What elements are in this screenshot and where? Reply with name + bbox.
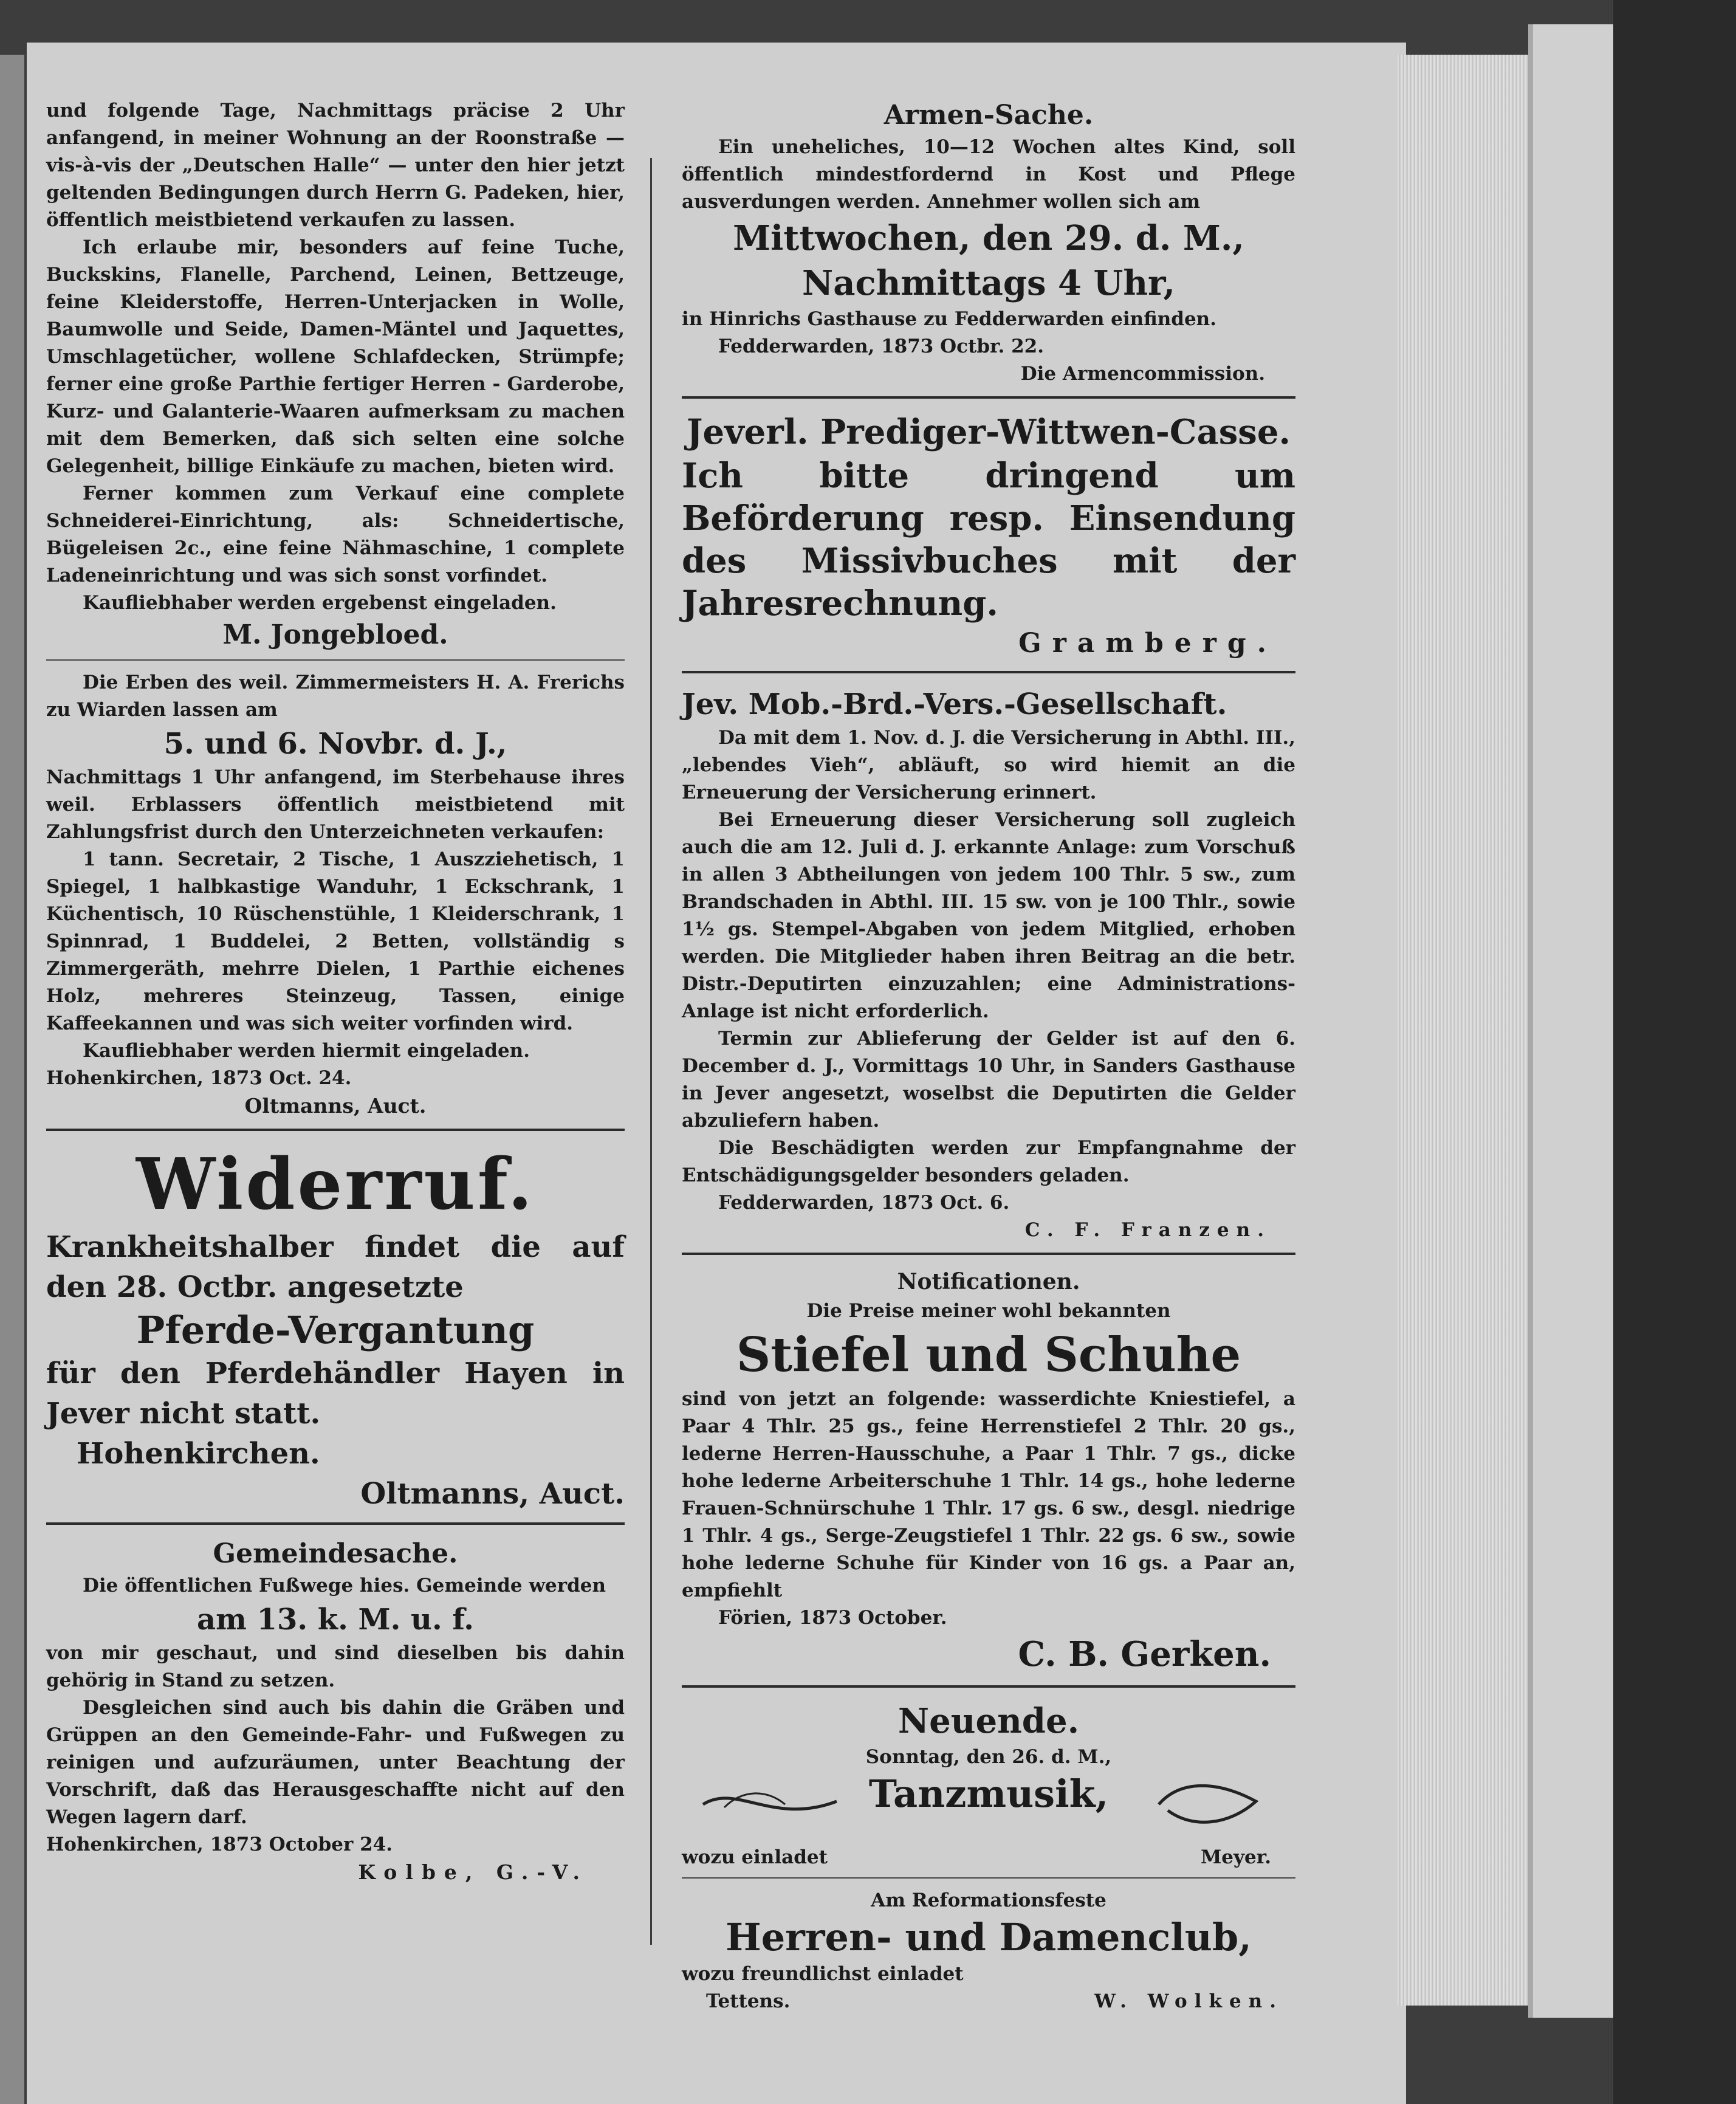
flourish-right-ornament <box>1156 1777 1259 1832</box>
ad-text: Bei Erneuerung dieser Versicherung soll zugleich auch die am 12. Juli d. J. erkannte Anlage: zum Vorschuß in allen 3 Abtheilungen von jedem 100 Thlr. 5 sw., zum Brandschaden in Abthl. III. 15 sw. von je 100 Thlr., sowie 1½ gs. Stempel-Abgaben von jedem Mitglied, erhoben werden. Die Mitglieder haben ihren Beitrag an die betr. Distr.-Deputirten einzuzahlen; eine Administrations-Anlage ist nicht erforderlich. <box>682 809 1295 1022</box>
ad-section-title: Notificationen. <box>897 1269 1080 1294</box>
ad-armen-sache <box>682 97 1295 388</box>
ad-date-heading: 5. und 6. Novbr. d. J., <box>163 727 507 761</box>
club-footer <box>682 1988 1295 2015</box>
ad-text: in Hinrichs Gasthause zu Fedderwarden einfinden. <box>682 308 1217 330</box>
ad-separator <box>682 1253 1295 1255</box>
ad-headline: Herren- und Damenclub, <box>726 1915 1252 1959</box>
ad-text: Die Preise meiner wohl bekannten <box>806 1300 1171 1322</box>
ad-stiefel-schuhe <box>682 1266 1295 1677</box>
ad-separator <box>46 659 625 661</box>
ad-signature: Die Armencommission. <box>1020 363 1265 385</box>
ad-text: wozu einladet <box>682 1846 828 1868</box>
ad-separator <box>682 1877 1295 1879</box>
tanzmusik-footer <box>682 1844 1295 1871</box>
ad-text: Kaufliebhaber werden hiermit eingeladen. <box>83 1040 530 1062</box>
ad-text: Krankheitshalber findet die auf den 28. Octbr. angesetzte <box>46 1230 625 1304</box>
ad-text: Termin zur Ablieferung der Gelder ist auf den 6. December d. J., Vormittags 10 Uhr, in Sanders Gasthause in Jever angesetzt, woselbst die Deputirten die Gelder abzuliefern haben. <box>682 1028 1295 1132</box>
left-column <box>46 97 625 1886</box>
ad-headline: Gemeindesache. <box>213 1538 458 1569</box>
ad-date-heading: am 13. k. M. u. f. <box>196 1603 475 1637</box>
ad-text: für den Pferdehändler Hayen in Jever nicht statt. <box>46 1356 625 1431</box>
ad-headline: Jev. Mob.-Brd.-Vers.-Gesellschaft. <box>682 687 1227 721</box>
ad-headline: Stiefel und Schuhe <box>736 1327 1241 1383</box>
ad-place-date: Hohenkirchen, 1873 Oct. 24. <box>46 1067 352 1089</box>
ad-time-heading: Nachmittags 4 Uhr, <box>802 263 1175 303</box>
tanzmusik-line <box>682 1771 1295 1844</box>
ad-separator <box>682 671 1295 673</box>
ad-text: Nachmittags 1 Uhr anfangend, im Sterbehause ihres weil. Erblassers öffentlich meistbietend mit Zahlungsfrist durch den Unterzeichneten verkaufen: <box>46 766 625 843</box>
ad-text: Sonntag, den 26. d. M., <box>865 1746 1112 1768</box>
right-column <box>682 97 1295 2015</box>
ad-place: Tettens. <box>706 1990 791 2012</box>
ad-text: Am Reformationsfeste <box>871 1889 1106 1911</box>
ad-headline: Pferde-Vergantung <box>136 1308 535 1352</box>
ad-text: Ich bitte dringend um Beförderung resp. Einsendung des Missivbuches mit der Jahresrechnung. <box>682 456 1295 624</box>
ad-item-list: 1 tann. Secretair, 2 Tische, 1 Auszziehetisch, 1 Spiegel, 1 halbkastige Wanduhr, 1 Eckschrank, 1 Küchentisch, 10 Rüschenstühle, 1 Kleiderschrank, 1 Spinnrad, 1 Buddelei, 2 Betten, vollständig s Zimmergeräth, mehrre Dielen, 1 Parthie eichenes Holz, mehreres Steinzeug, Tassen, einige Kaffeekannen und was sich weiter vorfinden wird. <box>46 848 625 1034</box>
ad-place-date: Hohenkirchen, 1873 October 24. <box>46 1834 393 1855</box>
ad-widerruf <box>46 1142 625 1514</box>
page-stack-edge <box>1398 55 1540 2006</box>
ad-headline: Tanzmusik, <box>868 1772 1109 1816</box>
ad-separator <box>46 1522 625 1525</box>
ad-signature: C. B. Gerken. <box>1018 1634 1271 1674</box>
flourish-left-ornament <box>700 1777 840 1832</box>
ad-text: Ein uneheliches, 10—12 Wochen altes Kind, soll öffentlich mindestfordernd in Kost und Pflege ausverdungen werden. Annehmer wollen sich am <box>682 136 1295 213</box>
ad-signature: W. Wolken. <box>1094 1990 1283 2012</box>
ad-text: Ferner kommen zum Verkauf eine complete Schneiderei-Einrichtung, als: Schneidertische, Bügeleisen 2c., eine feine Nähmaschine, 1 complete Ladeneinrichtung und was sich sonst vorfindet. <box>46 483 625 586</box>
ad-text: Die Erben des weil. Zimmermeisters H. A. Frerichs zu Wiarden lassen am <box>46 672 625 721</box>
ad-text: Die öffentlichen Fußwege hies. Gemeinde werden <box>83 1575 606 1597</box>
ad-headline: Armen-Sache. <box>883 100 1094 131</box>
ad-auction-jongebloed <box>46 97 625 653</box>
ad-text: sind von jetzt an folgende: wasserdichte Kniestiefel, a Paar 4 Thlr. 25 gs., feine Herrenstiefel 2 Thlr. 20 gs., lederne Herren-Hausschuhe, a Paar 1 Thlr. 7 gs., dicke hohe lederne Arbeiterschuhe 1 Thlr. 14 gs., hohe lederne Frauen-Schnürschuhe 1 Thlr. 17 gs. 6 sw., desgl. niedrige 1 Thlr. 4 gs., Serge-Zeugstiefel 1 Thlr. 22 gs. 6 sw., sowie hohe lederne Schuhe für Kinder von 16 gs. a Paar an, empfiehlt <box>682 1388 1295 1601</box>
ad-gemeindesache <box>46 1536 625 1886</box>
ad-tanzmusik <box>682 1699 1295 1871</box>
ad-text: von mir geschaut, und sind dieselben bis dahin gehörig in Stand zu setzen. <box>46 1642 625 1691</box>
ad-signature: C. F. Franzen. <box>1024 1219 1271 1241</box>
ad-place-date: Fedderwarden, 1873 Octbr. 22. <box>718 335 1045 357</box>
ad-place-date: Förien, 1873 October. <box>718 1607 947 1629</box>
ad-date-heading: Mittwochen, den 29. d. M., <box>733 218 1244 258</box>
ad-headline: Jeverl. Prediger-Wittwen-Casse. <box>687 412 1291 452</box>
ad-signature: Gramberg. <box>1018 628 1277 659</box>
column-divider <box>650 158 652 1945</box>
ad-text: Da mit dem 1. Nov. d. J. die Versicherung in Abthl. III., „lebendes Vieh“, abläuft, so wird hiemit an die Erneuerung der Versicherung erinnert. <box>682 727 1295 803</box>
ad-text: und folgende Tage, Nachmittags präcise 2 Uhr anfangend, in meiner Wohnung an der Roonstraße — vis-à-vis der „Deutschen Halle“ — unter den hier jetzt geltenden Bedingungen durch Herrn G. Padeken, hier, öffentlich meistbietend verkaufen zu lassen. <box>46 100 625 231</box>
ad-place-date: Fedderwarden, 1873 Oct. 6. <box>718 1192 1010 1214</box>
ad-signature: Meyer. <box>1200 1846 1271 1868</box>
ad-text: Hohenkirchen. <box>77 1437 320 1471</box>
ad-estate-sale-frerichs <box>46 669 625 1120</box>
ad-signature: Kolbe, G.-V. <box>358 1860 588 1884</box>
ad-separator <box>682 396 1295 399</box>
ad-text: Ich erlaube mir, besonders auf feine Tuche, Buckskins, Flanelle, Parchend, Leinen, Bettzeuge, feine Kleiderstoffe, Herren-Unterjacken in Wolle, Baumwolle und Seide, Damen-Mäntel und Jaquettes, Umschlagetücher, wollene Schlafdecken, Strümpfe; ferner eine große Parthie fertiger Herren - Garderobe, Kurz- und Galanterie-Waaren aufmerksam zu machen mit dem Bemerken, daß sich selten eine solche Gelegenheit, billige Einkäufe zu machen, bieten wird. <box>46 236 625 477</box>
ad-text: Die Beschädigten werden zur Empfangnahme der Entschädigungsgelder besonders geladen. <box>682 1137 1295 1186</box>
book-cover-board <box>1528 24 1618 2018</box>
ad-headline: Neuende. <box>897 1701 1080 1741</box>
scan-border <box>1613 0 1736 2104</box>
ad-prediger-wittwen-casse <box>682 410 1295 662</box>
ad-headline: Widerruf. <box>136 1143 535 1226</box>
ad-separator <box>682 1685 1295 1688</box>
ad-separator <box>46 1129 625 1131</box>
ad-versicherung <box>682 684 1295 1244</box>
previous-page-edge <box>0 55 24 2104</box>
ad-text: Desgleichen sind auch bis dahin die Gräben und Grüppen an den Gemeinde-Fahr- und Fußwegen zu reinigen und aufzuräumen, unter Beachtung der Vorschrift, daß das Herausgeschaffte nicht auf den Wegen lagern darf. <box>46 1697 625 1828</box>
ad-herren-damenclub <box>682 1887 1295 2015</box>
ad-signature: Oltmanns, Auct. <box>244 1094 427 1118</box>
ad-text: Kaufliebhaber werden ergebenst eingeladen. <box>83 592 557 614</box>
ad-signature: Oltmanns, Auct. <box>360 1477 625 1511</box>
ad-signature: M. Jongebloed. <box>222 619 448 650</box>
ad-text: wozu freundlichst einladet <box>682 1963 964 1985</box>
